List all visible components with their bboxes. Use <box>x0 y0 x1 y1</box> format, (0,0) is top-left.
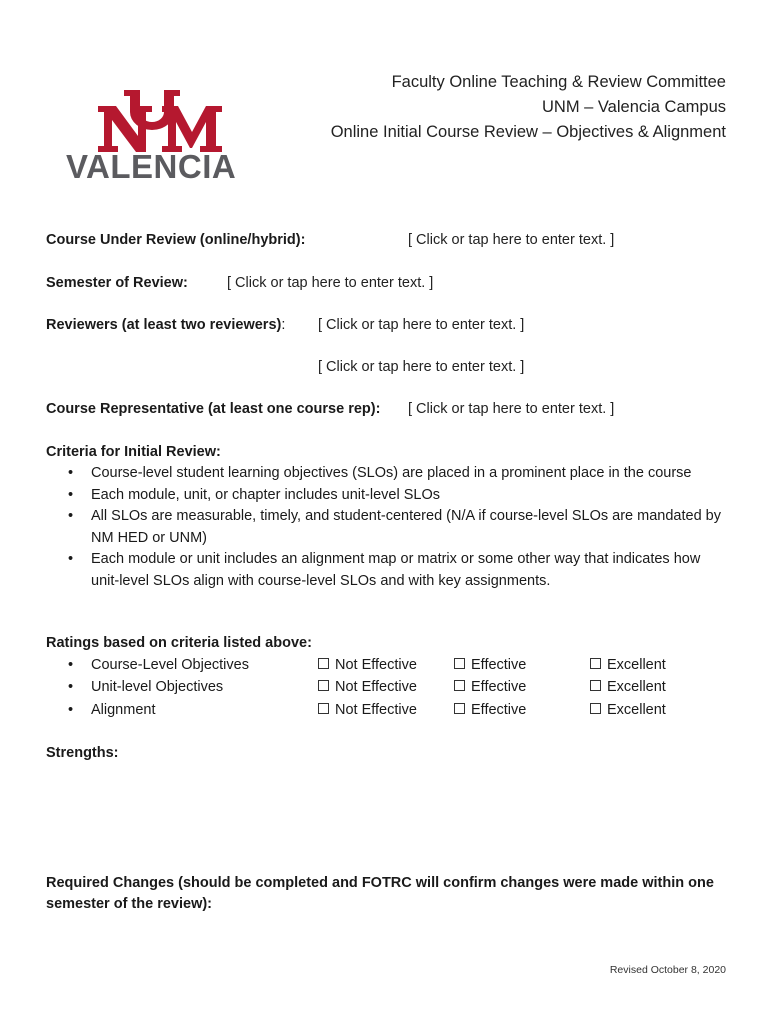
checkbox-icon[interactable] <box>454 658 465 669</box>
rating-name: Unit-level Objectives <box>91 679 224 695</box>
rating-name: Course-Level Objectives <box>91 657 249 673</box>
not-effective-option[interactable]: Not Effective <box>318 657 417 673</box>
strengths-title: Strengths: <box>46 745 119 761</box>
required-changes-title: Required Changes (should be completed and FOTRC will confirm changes were made within one semester of the review): <box>46 875 714 912</box>
checkbox-icon[interactable] <box>318 703 329 714</box>
list-item: • Course-level student learning objectives (SLOs) are placed in a prominent place in the course <box>46 463 726 485</box>
semester-row <box>46 275 188 291</box>
criteria-list <box>46 463 726 592</box>
checkbox-icon[interactable] <box>454 680 465 691</box>
reviewers-row <box>46 317 285 333</box>
checkbox-icon[interactable] <box>318 658 329 669</box>
rating-row-unit-level <box>46 679 726 701</box>
course-input[interactable]: [ Click or tap here to enter text. ] <box>408 232 615 248</box>
not-effective-option[interactable]: Not Effective <box>318 679 417 695</box>
criteria-title: Criteria for Initial Review: <box>46 444 221 460</box>
rating-row-alignment <box>46 702 726 724</box>
rep-label: Course Representative (at least one course rep): <box>46 401 381 417</box>
reviewer-2-input[interactable]: [ Click or tap here to enter text. ] <box>318 359 525 375</box>
reviewers-label: Reviewers (at least two reviewers) <box>46 317 282 333</box>
rep-input[interactable]: [ Click or tap here to enter text. ] <box>408 401 615 417</box>
document-header <box>331 70 726 145</box>
list-item: • All SLOs are measurable, timely, and student-centered (N/A if course-level SLOs are mandated by NM HED or UNM) <box>46 506 726 549</box>
header-form-title: Online Initial Course Review – Objectives & Alignment <box>330 123 726 141</box>
rating-name: Alignment <box>91 702 156 718</box>
checkbox-icon[interactable] <box>454 703 465 714</box>
header-campus: UNM – Valencia Campus <box>541 98 726 116</box>
not-effective-option[interactable]: Not Effective <box>318 702 417 718</box>
bullet: • <box>68 702 74 718</box>
revised-date: Revised October 8, 2020 <box>609 964 726 976</box>
checkbox-icon[interactable] <box>590 658 601 669</box>
reviewer-1-input[interactable]: [ Click or tap here to enter text. ] <box>318 317 525 333</box>
checkbox-icon[interactable] <box>590 680 601 691</box>
excellent-option[interactable]: Excellent <box>590 702 666 718</box>
excellent-option[interactable]: Excellent <box>590 679 666 695</box>
header-committee: Faculty Online Teaching & Review Committee <box>391 73 726 91</box>
semester-input[interactable]: [ Click or tap here to enter text. ] <box>227 275 434 291</box>
checkbox-icon[interactable] <box>318 680 329 691</box>
rep-row <box>46 401 380 417</box>
effective-option[interactable]: Effective <box>454 657 526 673</box>
list-item: • Each module or unit includes an alignment map or matrix or some other way that indicates how unit-level SLOs align with course-level SLOs and with key assignments. <box>46 549 726 592</box>
bullet: • <box>68 679 74 695</box>
excellent-option[interactable]: Excellent <box>590 657 666 673</box>
effective-option[interactable]: Effective <box>454 702 526 718</box>
checkbox-icon[interactable] <box>590 703 601 714</box>
semester-label: Semester of Review: <box>46 275 188 291</box>
logo-wordmark: VALENCIA <box>66 148 237 185</box>
course-row <box>46 232 305 248</box>
effective-option[interactable]: Effective <box>454 679 526 695</box>
bullet: • <box>68 657 74 673</box>
course-label: Course Under Review (online/hybrid): <box>46 232 306 248</box>
reviewers-colon: : <box>281 317 286 333</box>
list-item: • Each module, unit, or chapter includes unit-level SLOs <box>46 485 726 507</box>
ratings-title: Ratings based on criteria listed above: <box>46 635 312 651</box>
rating-row-course-level <box>46 657 726 679</box>
